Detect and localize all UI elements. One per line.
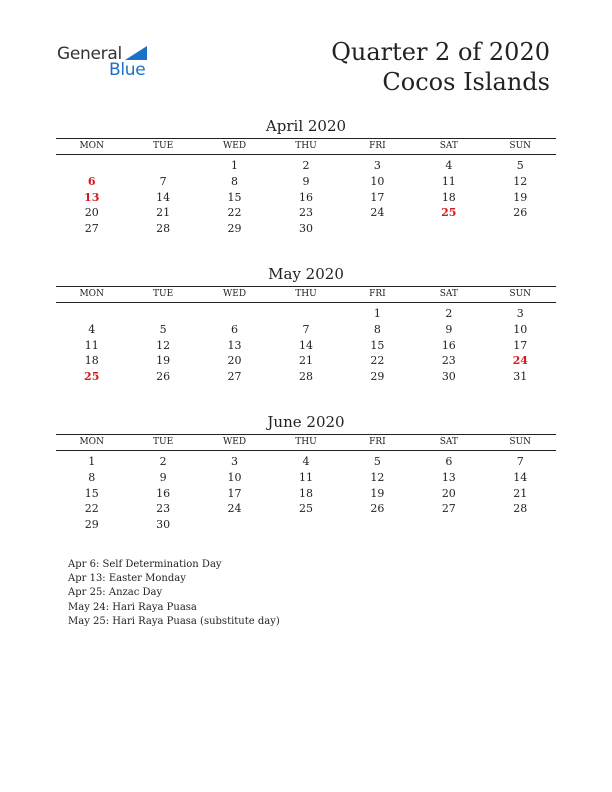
day-cell: 21 [513,486,528,500]
day-cell: 3 [373,159,381,172]
day-cell: 14 [513,470,528,484]
logo-text-general: General [57,44,122,64]
day-cell: 21 [156,206,171,220]
day-cell: 18 [441,190,456,204]
holiday-note: May 24: Hari Raya Puasa [68,601,197,613]
generalblue-logo [57,40,157,84]
weekday-label: TUE [153,289,174,299]
empty-day-cell [56,158,127,174]
day-cell: 11 [298,470,313,484]
day-cell: 25 [298,502,313,516]
weekday-label: THU [295,437,317,447]
month-april [56,116,556,237]
weekday-label: SUN [509,437,532,447]
day-cell: 11 [84,338,99,352]
day-cell: 26 [156,370,171,384]
holiday-note: Apr 25: Anzac Day [68,587,163,599]
day-cell: 13 [441,470,456,484]
day-cell: 3 [516,307,524,320]
weekday-label: TUE [153,437,174,447]
day-cell: 4 [445,159,453,172]
empty-day-cell [413,221,484,237]
weekday-label: THU [295,141,317,151]
day-cell: 12 [513,174,528,188]
day-cell: 9 [302,174,310,188]
day-cell: 29 [370,370,385,384]
day-cell: 17 [227,486,242,500]
empty-day-cell [413,517,484,533]
empty-day-cell [270,517,341,533]
day-cell: 19 [156,354,171,368]
weekday-label: SAT [439,141,458,151]
empty-day-cell [485,517,556,533]
day-cell: 7 [302,322,310,336]
page-subtitle: Cocos Islands [382,68,550,96]
day-cell: 5 [373,455,381,468]
day-cell: 12 [156,338,171,352]
week-row [56,190,556,206]
weekday-header-row [56,138,556,155]
day-cell: 20 [84,206,99,220]
day-cell: 20 [441,486,456,500]
day-cell: 26 [370,502,385,516]
holiday-day-cell: 25 [84,370,100,384]
day-cell: 16 [298,190,313,204]
weekday-label: WED [223,141,247,151]
day-cell: 19 [370,486,385,500]
weekday-label: MON [79,289,104,299]
week-row [56,174,556,190]
weekday-label: FRI [369,141,386,151]
day-cell: 23 [156,502,171,516]
day-cell: 28 [513,502,528,516]
day-cell: 2 [445,307,453,320]
day-cell: 20 [227,354,242,368]
day-cell: 28 [298,370,313,384]
day-cell: 17 [513,338,528,352]
day-cell: 31 [513,370,528,384]
day-cell: 5 [159,322,167,336]
day-cell: 10 [513,322,528,336]
day-cell: 9 [159,470,167,484]
week-row [56,221,556,237]
day-cell: 4 [302,455,310,468]
empty-day-cell [127,306,198,322]
weekday-label: MON [79,437,104,447]
month-title: May 2020 [268,265,344,283]
holiday-day-cell: 24 [512,354,528,368]
weekday-label: THU [295,289,317,299]
month-title: June 2020 [267,413,345,431]
weekday-label: SAT [439,289,458,299]
week-row [56,369,556,385]
week-row [56,205,556,221]
day-cell: 18 [298,486,313,500]
day-cell: 7 [159,174,167,188]
holiday-notes [68,558,280,629]
day-cell: 2 [302,159,310,172]
day-cell: 10 [370,174,385,188]
day-cell: 22 [370,354,385,368]
empty-day-cell [127,158,198,174]
weekday-label: WED [223,289,247,299]
month-june [56,412,556,533]
week-row [56,158,556,174]
day-cell: 6 [445,455,453,468]
logo-text-blue: Blue [109,60,146,80]
holiday-note: May 25: Hari Raya Puasa (substitute day) [68,615,280,627]
empty-day-cell [485,221,556,237]
day-cell: 29 [227,222,242,236]
empty-day-cell [199,517,270,533]
empty-day-cell [342,517,413,533]
week-row [56,470,556,486]
empty-day-cell [56,306,127,322]
holiday-day-cell: 13 [84,190,100,204]
weekday-header-row [56,286,556,303]
day-cell: 11 [441,174,456,188]
day-cell: 24 [227,502,242,516]
day-cell: 6 [231,322,239,336]
day-cell: 27 [441,502,456,516]
day-cell: 30 [298,222,313,236]
weekday-label: FRI [369,437,386,447]
weekday-label: TUE [153,141,174,151]
day-cell: 22 [227,206,242,220]
day-cell: 5 [516,159,524,172]
day-cell: 26 [513,206,528,220]
holiday-day-cell: 25 [441,206,457,220]
day-cell: 14 [298,338,313,352]
day-cell: 2 [159,455,167,468]
day-cell: 18 [84,354,99,368]
day-cell: 30 [156,518,171,532]
weekday-label: FRI [369,289,386,299]
day-cell: 28 [156,222,171,236]
empty-day-cell [342,221,413,237]
month-may [56,264,556,385]
day-cell: 8 [88,470,96,484]
week-row [56,353,556,369]
day-cell: 30 [441,370,456,384]
day-cell: 23 [441,354,456,368]
day-cell: 27 [84,222,99,236]
week-row [56,454,556,470]
day-cell: 9 [445,322,453,336]
day-cell: 1 [88,455,96,468]
logo-flag-icon [125,46,147,60]
day-cell: 23 [298,206,313,220]
page-title: Quarter 2 of 2020 [331,38,550,66]
day-cell: 10 [227,470,242,484]
holiday-note: Apr 6: Self Determination Day [68,559,222,570]
weekday-label: SUN [509,289,532,299]
day-cell: 16 [441,338,456,352]
weekday-label: SUN [509,141,532,151]
empty-day-cell [199,306,270,322]
week-row [56,517,556,533]
weekday-label: WED [223,437,247,447]
day-cell: 29 [84,518,99,532]
holiday-day-cell: 6 [87,174,96,188]
day-cell: 4 [88,322,96,336]
day-cell: 16 [156,486,171,500]
day-cell: 24 [370,206,385,220]
day-cell: 17 [370,190,385,204]
day-cell: 3 [231,455,239,468]
day-cell: 21 [298,354,313,368]
day-cell: 1 [231,159,239,172]
day-cell: 19 [513,190,528,204]
week-row [56,322,556,338]
day-cell: 14 [156,190,171,204]
week-row [56,501,556,517]
week-row [56,338,556,354]
day-cell: 15 [370,338,385,352]
day-cell: 27 [227,370,242,384]
day-cell: 12 [370,470,385,484]
day-cell: 8 [231,174,239,188]
day-cell: 13 [227,338,242,352]
holiday-note: Apr 13: Easter Monday [68,573,186,585]
week-row [56,306,556,322]
month-title: April 2020 [265,117,347,135]
day-cell: 7 [516,455,524,468]
weekday-label: MON [79,141,104,151]
week-row [56,486,556,502]
day-cell: 15 [84,486,99,500]
day-cell: 8 [373,322,381,336]
day-cell: 15 [227,190,242,204]
empty-day-cell [270,306,341,322]
weekday-label: SAT [439,437,458,447]
day-cell: 1 [373,307,381,320]
day-cell: 22 [84,502,99,516]
weekday-header-row [56,434,556,451]
